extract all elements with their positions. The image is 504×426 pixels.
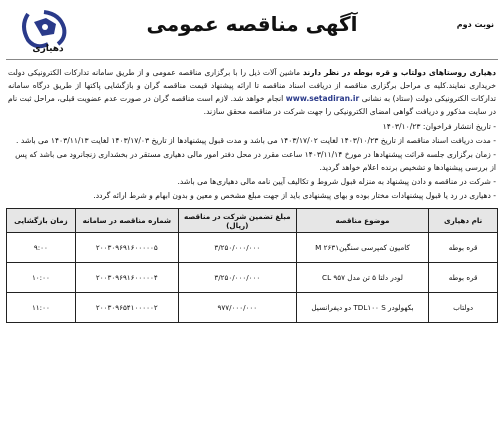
- cell-tender-number: ۲۰۰۳۰۹۶۹۱۶۰۰۰۰۰۴: [75, 263, 178, 293]
- intro-paragraph: [6, 66, 498, 118]
- intro-text-1: ماشین آلات ذیل را با برگزاری مناقصه عمومی و از طریق سامانه تدارکات الکترونیکی دولت خریداری نمایند.کلیه ی مراحل برگزاری مناقصه از دریافت اسناد مناقصه تا ارائه پیشنهاد قیمت مناقصه گران و بازگشایی پاکتها از طریق درگاه سامانه تدارکات الکترونیکی دولت (ستاد) به نشانی: [8, 68, 496, 103]
- intro-text-2: انجام خواهد شد. لازم است مناقصه گران در صورت عدم عضویت قبلی، مراحل ثبت نام در سایت مذکور و دریافت گواهی امضای الکترونیکی را جهت شرکت در مناقصه محقق سازند.: [8, 94, 496, 116]
- col-header-subject: موضوع مناقصه: [296, 209, 429, 233]
- cell-opening-time: ۱۰:۰۰: [7, 263, 76, 293]
- notice-bullets: [6, 120, 498, 202]
- page-title: آگهی مناقصه عمومی: [146, 12, 358, 36]
- cell-subject: لودر دلتا ۵ تن مدل ۹۵۷ CL: [296, 263, 429, 293]
- cell-dehyari: قره بوطه: [429, 233, 498, 263]
- cell-subject: کامیون کمپرسی سنگین۲۶۳۱ M: [296, 233, 429, 263]
- bullet-rights: - دهیاری در رد یا قبول پیشنهادات مختار بوده و بهای پیشنهادی باید از جهت مبلغ مشخص و معین و بدون ابهام و شرط ارائه گردد.: [93, 191, 496, 200]
- table-header-row: [7, 209, 498, 233]
- cell-opening-time: ۱۱:۰۰: [7, 293, 76, 323]
- cell-dehyari: قره بوطه: [429, 263, 498, 293]
- logo-caption: دهیاری: [32, 44, 64, 54]
- table-row: [7, 293, 498, 323]
- cell-guarantee: ۹۷۷/۰۰۰/۰۰۰: [178, 293, 296, 323]
- bullet-acceptance: - شرکت در مناقصه و دادن پیشنهاد به منزله قبول شروط و تکالیف آیین نامه مالی دهیاری‌ها می باشد.: [177, 177, 496, 186]
- cell-dehyari: دولتاب: [429, 293, 498, 323]
- col-header-dehyari: نام دهیاری: [429, 209, 498, 233]
- notice-header: [6, 4, 498, 60]
- cell-tender-number: ۲۰۰۳۰۹۶۵۴۱۰۰۰۰۰۲: [75, 293, 178, 323]
- intro-lead: دهیاری روستاهای دولتاب و قره بوطه در نظر دارند: [302, 68, 496, 77]
- cell-opening-time: ۹:۰۰: [7, 233, 76, 263]
- website-link[interactable]: www.setadiran.ir: [285, 94, 360, 103]
- cell-guarantee: ۳/۲۵۰/۰۰۰/۰۰۰: [178, 233, 296, 263]
- round-badge: نوبت دوم: [456, 20, 494, 29]
- table-row: [7, 263, 498, 293]
- bullet-opening-session: - زمان برگزاری جلسه قرائت پیشنهادها در مورخ ۱۴۰۳/۱۱/۱۴ ساعت مقرر در محل دفتر امور مالی دهیاری مستقر در بخشداری زنجانرود می باشد که پس از بررسی پیشنهادها و تشخیص برنده اعلام خواهد گردید.: [15, 150, 496, 172]
- cell-tender-number: ۲۰۰۳۰۹۶۹۱۶۰۰۰۰۰۵: [75, 233, 178, 263]
- bullet-publish-date: - تاریخ انتشار فراخوان: ۱۴۰۳/۱۰/۲۳: [382, 122, 496, 131]
- cell-guarantee: ۳/۲۵۰/۰۰۰/۰۰۰: [178, 263, 296, 293]
- bullet-document-period: - مدت دریافت اسناد مناقصه از تاریخ ۱۴۰۳/۱۰/۲۳ لغایت ۱۴۰۳/۱۷/۰۲ می باشد و مدت قبول پیشنهادها از تاریخ ۱۴۰۳/۱۷/۰۳ لغایت ۱۴۰۳/۱۱/۱۳ می باشد .: [16, 136, 496, 145]
- col-header-opening-time: زمان بازگشایی: [7, 209, 76, 233]
- col-header-guarantee: مبلغ تضمین شرکت در مناقصه (ریال): [178, 209, 296, 233]
- tender-table: [6, 208, 498, 323]
- col-header-tender-number: شماره مناقصه در سامانه: [75, 209, 178, 233]
- cell-subject: بکهولودر TDL۱۰۰ S دو دیفرانسیل: [296, 293, 429, 323]
- table-row: [7, 233, 498, 263]
